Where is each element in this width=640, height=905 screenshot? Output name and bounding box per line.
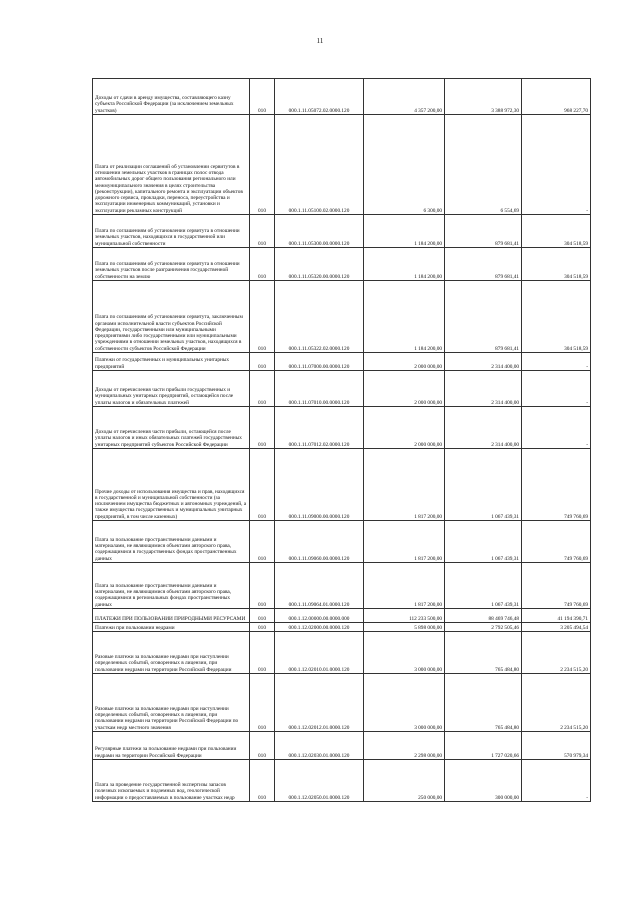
row-name: Плата по соглашениям об установлении сервитута в отношении земельных участков после разграничения государственной собственности на землю (93, 248, 250, 281)
table-row (93, 407, 591, 449)
row-remaining: 749 760,69 (522, 563, 591, 609)
row-executed: 879 681,41 (445, 281, 522, 353)
table-row (93, 115, 591, 215)
row-plan: 2 000 000,00 (364, 353, 445, 371)
row-executed: 88 469 746,48 (445, 609, 522, 623)
table-row (93, 732, 591, 760)
table-row (93, 215, 591, 248)
row-executed: 1 727 020,66 (445, 732, 522, 760)
row-plan: 2 000 000,00 (364, 371, 445, 407)
row-kbk: 000.1.11.09060.00.0000.120 (275, 521, 364, 563)
row-remaining: 41 194 390,71 (522, 609, 591, 623)
row-remaining: 2 234 515,20 (522, 632, 591, 674)
row-executed: 300 000,00 (445, 760, 522, 802)
row-plan: 6 300,00 (364, 115, 445, 215)
row-remaining: 304 518,59 (522, 248, 591, 281)
row-kbk: 000.1.12.02050.01.0000.120 (275, 760, 364, 802)
table-row (93, 632, 591, 674)
row-plan: 1 817 200,00 (364, 563, 445, 609)
row-remaining: 968 227,70 (522, 79, 591, 115)
row-code: 010 (250, 248, 275, 281)
row-plan: 3 000 000,00 (364, 674, 445, 732)
row-plan: 1 184 200,00 (364, 215, 445, 248)
table-row (93, 521, 591, 563)
row-code: 010 (250, 449, 275, 521)
row-name: Плата по соглашениям об установлении сервитута, заключенным органами исполнительной власти субъектов Российской Федерации, государственными или муниципальными предприятиями либо государственными или муниципальными учреждениями в отношении земельных участков, находящихся в собственности субъектов Российской Федерации (93, 281, 250, 353)
row-kbk: 000.1.11.05322.02.0000.120 (275, 281, 364, 353)
row-remaining: - (522, 371, 591, 407)
row-kbk: 000.1.12.02012.01.0000.120 (275, 674, 364, 732)
row-name: Платежи от государственных и муниципальных унитарных предприятий (93, 353, 250, 371)
row-code: 010 (250, 215, 275, 248)
row-remaining: - (522, 760, 591, 802)
row-name: Плата за проведение государственной экспертизы запасов полезных ископаемых и подземных вод, геологической информации о предоставляемых в пользование участках недр (93, 760, 250, 802)
row-remaining: 749 760,69 (522, 521, 591, 563)
row-code: 010 (250, 609, 275, 623)
row-executed: 2 314 400,00 (445, 371, 522, 407)
row-plan: 1 184 200,00 (364, 248, 445, 281)
page-number: 11 (316, 37, 324, 45)
row-executed: 765 484,80 (445, 674, 522, 732)
row-name: Регулярные платежи за пользование недрами при пользовании недрами на территории Российской Федерации (93, 732, 250, 760)
row-code: 010 (250, 521, 275, 563)
table-row (93, 623, 591, 632)
row-plan: 3 000 000,00 (364, 632, 445, 674)
row-executed: 2 314 400,00 (445, 353, 522, 371)
row-executed: 1 067 439,31 (445, 563, 522, 609)
row-plan: 250 000,00 (364, 760, 445, 802)
row-kbk: 000.1.11.07000.00.0000.120 (275, 353, 364, 371)
row-kbk: 000.1.11.05320.00.0000.120 (275, 248, 364, 281)
row-code: 010 (250, 632, 275, 674)
row-remaining: 304 518,59 (522, 215, 591, 248)
row-code: 010 (250, 79, 275, 115)
row-code: 010 (250, 623, 275, 632)
table-row (93, 674, 591, 732)
row-code: 010 (250, 407, 275, 449)
row-remaining: - (522, 115, 591, 215)
row-name: Доходы от сдачи в аренду имущества, составляющего казну субъекта Российской Федерации (за исключением земельных участков) (93, 79, 250, 115)
table-row (93, 248, 591, 281)
row-plan: 2 298 000,00 (364, 732, 445, 760)
row-executed: 879 681,41 (445, 215, 522, 248)
row-name: Разовые платежи за пользование недрами при наступлении определенных событий, оговоренных в лицензии, при пользовании недрами на территории Российской Федерации (93, 632, 250, 674)
row-kbk: 000.1.11.05072.02.0000.120 (275, 79, 364, 115)
row-kbk: 000.1.12.02030.01.0000.120 (275, 732, 364, 760)
row-code: 010 (250, 732, 275, 760)
table-row (93, 281, 591, 353)
row-name: Доходы от перечисления части прибыли государственных и муниципальных унитарных предприятий, остающейся после уплаты налогов и обязательных платежей (93, 371, 250, 407)
row-executed: 879 681,41 (445, 248, 522, 281)
row-plan: 1 184 200,00 (364, 281, 445, 353)
row-kbk: 000.1.11.07012.02.0000.120 (275, 407, 364, 449)
row-executed: 1 067 439,31 (445, 521, 522, 563)
row-plan: 1 817 200,00 (364, 521, 445, 563)
row-executed: 2 792 505,46 (445, 623, 522, 632)
table-row (93, 371, 591, 407)
row-plan: 2 000 000,00 (364, 407, 445, 449)
row-kbk: 000.1.11.07010.00.0000.120 (275, 371, 364, 407)
row-remaining: 3 205 494,54 (522, 623, 591, 632)
row-name: Плата от реализации соглашений об установлении сервитутов в отношении земельных участков в границах полос отвода автомобильных дорог общего пользования регионального или межмуниципального значения в целях строительства (реконструкции), капитального ремонта и эксплуатации объектов дорожного сервиса, прокладки, переноса, переустройства и эксплуатации инженерных коммуникаций, установки и эксплуатации рекламных конструкций (93, 115, 250, 215)
row-plan: 4 357 200,00 (364, 79, 445, 115)
row-remaining: 304 518,59 (522, 281, 591, 353)
table-row (93, 449, 591, 521)
row-remaining: - (522, 407, 591, 449)
row-kbk: 000.1.12.00000.00.0000.000 (275, 609, 364, 623)
row-plan: 5 898 000,00 (364, 623, 445, 632)
row-kbk: 000.1.11.09064.01.0000.120 (275, 563, 364, 609)
row-name: Прочие доходы от использования имущества и прав, находящихся в государственной и муниципальной собственности (за исключением имущества бюджетных и автономных учреждений, а также имущества государственных и муниципальных унитарных предприятий, в том числе казенных) (93, 449, 250, 521)
row-code: 010 (250, 674, 275, 732)
row-code: 010 (250, 371, 275, 407)
row-name: ПЛАТЕЖИ ПРИ ПОЛЬЗОВАНИИ ПРИРОДНЫМИ РЕСУРСАМИ (93, 609, 250, 623)
row-code: 010 (250, 563, 275, 609)
row-executed: 6 554,69 (445, 115, 522, 215)
income-table (92, 78, 591, 802)
row-name: Доходы от перечисления части прибыли, остающейся после уплаты налогов и иных обязательных платежей государственных унитарных предприятий субъектов Российской Федерации (93, 407, 250, 449)
row-executed: 2 314 400,00 (445, 407, 522, 449)
row-plan: 112 233 500,00 (364, 609, 445, 623)
row-kbk: 000.1.12.02010.01.0000.120 (275, 632, 364, 674)
row-name: Разовые платежи за пользование недрами при наступлении определенных событий, оговоренных в лицензии, при пользовании недрами на территории Российской Федерации по участкам недр местного значения (93, 674, 250, 732)
table-row (93, 760, 591, 802)
row-executed: 765 484,80 (445, 632, 522, 674)
row-plan: 1 817 200,00 (364, 449, 445, 521)
row-code: 010 (250, 353, 275, 371)
row-remaining: 2 234 515,20 (522, 674, 591, 732)
row-remaining: 570 979,34 (522, 732, 591, 760)
row-kbk: 000.1.11.09000.00.0000.120 (275, 449, 364, 521)
row-name: Плата за пользование пространственными данными и материалами, не являющимися объектами авторского права, содержащимися в региональных фондах пространственных данных (93, 563, 250, 609)
table-row (93, 609, 591, 623)
table-row (93, 563, 591, 609)
row-code: 010 (250, 760, 275, 802)
row-code: 010 (250, 115, 275, 215)
row-kbk: 000.1.11.05300.00.0000.120 (275, 215, 364, 248)
row-executed: 3 388 972,30 (445, 79, 522, 115)
row-kbk: 000.1.12.02000.00.0000.120 (275, 623, 364, 632)
row-name: Плата по соглашениям об установлении сервитута в отношении земельных участков, находящихся в государственной или муниципальной собственности (93, 215, 250, 248)
row-name: Платежи при пользовании недрами (93, 623, 250, 632)
row-code: 010 (250, 281, 275, 353)
row-name: Плата за пользование пространственными данными и материалами, не являющимися объектами авторского права, содержащимися в государственных фондах пространственных данных (93, 521, 250, 563)
table-row (93, 353, 591, 371)
row-kbk: 000.1.11.05100.02.0000.120 (275, 115, 364, 215)
row-remaining: - (522, 353, 591, 371)
table-row (93, 79, 591, 115)
row-executed: 1 067 439,31 (445, 449, 522, 521)
row-remaining: 749 760,69 (522, 449, 591, 521)
